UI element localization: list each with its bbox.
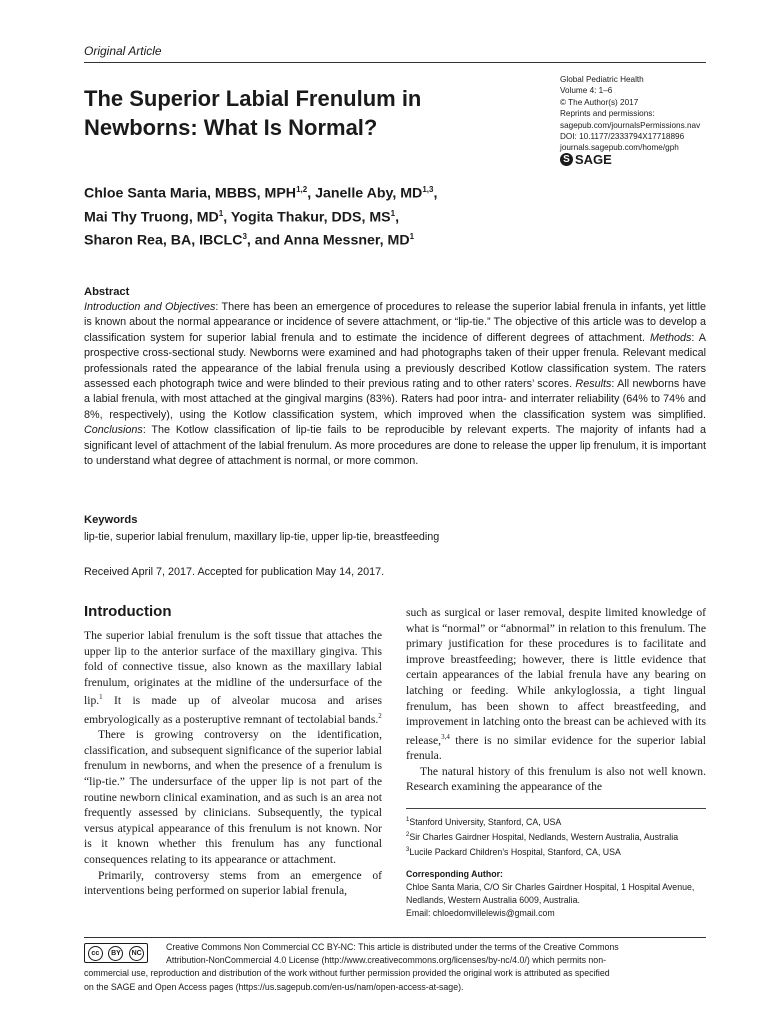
body-column-left [84, 628, 382, 899]
abstract-section-label: Introduction and Objectives [84, 301, 216, 313]
affiliation [406, 829, 706, 844]
author-list [84, 180, 514, 251]
abstract-section-label: Results [575, 378, 612, 391]
author-line-3 [84, 227, 514, 251]
paragraph-text: The superior labial frenulum is the soft tissue that attaches the upper lip to the anterior surface of the maxillary gingiva. This fold of connective tissue, also known as the maxillary labial frenulum, originates at the midline of the undersurface of the lip. [84, 629, 382, 708]
author-separator: , and [246, 233, 284, 250]
affiliation-number: 2 [406, 831, 410, 838]
corresponding-author-heading: Corresponding Author: [406, 868, 503, 879]
abstract-text: : A prospective cross-sectional study. Newborns were examined and had photographs taken of their upper frenula. Relevant medical professionals rated the appearance of the labial frenula using a previously described Kotlow classification system. The raters assessed each photograph twice and were blinded to their previous rating and to other raters’ scores. [84, 331, 706, 391]
copyright: © The Author(s) 2017 [560, 97, 639, 107]
spacer [406, 859, 706, 868]
journal-meta [560, 74, 740, 154]
author-name: Anna Messner, MD [283, 233, 410, 250]
introduction-heading: Introduction [84, 603, 172, 620]
author-name: Mai Thy Truong, MD [84, 209, 219, 226]
footnote-rule [406, 808, 706, 809]
author-name: Yogita Thakur, DDS, MS [230, 209, 391, 226]
abstract-section-label: Methods [649, 331, 692, 344]
paragraph [406, 605, 706, 764]
by-attribution-icon: BY [108, 946, 123, 961]
reprints-link[interactable]: sagepub.com/journalsPermissions.nav [560, 120, 701, 130]
author-line-2 [84, 204, 514, 228]
affiliation-text: Sir Charles Gairdner Hospital, Nedlands, Western Australia, Australia [409, 831, 679, 842]
author-affiliation: 1,2 [296, 185, 308, 194]
affiliation-number: 1 [406, 817, 410, 823]
abstract-text: : There has been an emergence of procedures to release the superior labial frenula in infants, yet little is known about the normal appearance or incidence of severe attachment, or “lip-tie.” The objective of this article was to develop a classification system for superior labial frenula and to estimate the incidence of different degrees of attachment. [84, 301, 706, 344]
affiliation-text: Stanford University, Stanford, CA, USA [409, 816, 562, 827]
reprints-label: Reprints and permissions: [560, 109, 655, 119]
affiliation [406, 814, 706, 829]
paragraph-text: such as surgical or laser removal, despite limited knowledge of what is “normal” or “abnormal” in relation to this frenulum. The primary justification for these procedures is to facilitate and improve breastfeeding; however, there is little evidence that certain appearances of the labial frenula have any bearing on latching or feeding. While ankyloglossia, a tight lingual frenulum, has been shown to affect breastfeeding, and improvement in latching onto the breast can be achieved with its release, [406, 606, 706, 747]
abstract-body [84, 300, 706, 469]
corresponding-author-email[interactable]: Email: chloedomvillelewis@gmail.com [406, 907, 555, 918]
abstract-section-label: Conclusions [84, 424, 143, 437]
section-label: Original Article [84, 44, 162, 58]
author-separator: , [395, 209, 400, 226]
citation-ref[interactable]: 1 [99, 693, 103, 702]
paragraph [84, 628, 382, 727]
citation-ref[interactable]: 3,4 [441, 732, 450, 741]
corresponding-author-address: Chloe Santa Maria, C/O Sir Charles Gairdner Hospital, 1 Hospital Avenue, Nedlands, Western Australia 6009, Australia. [406, 881, 695, 905]
license-line: Attribution-NonCommercial 4.0 License (http://www.creativecommons.org/licenses/by-nc/4.0/) which permits non- [166, 955, 607, 966]
author-separator: , [433, 185, 438, 202]
citation-ref[interactable]: 2 [378, 711, 382, 720]
cc-icon: cc [88, 946, 103, 961]
publisher-name: SAGE [575, 152, 612, 167]
sage-logo-icon: S [560, 153, 573, 166]
license-line: commercial use, reproduction and distribution of the work without further permission provided the original work is attributed as specified [84, 968, 610, 979]
paragraph-text: It is made up of alveolar mucosa and arises embryologically as a posteruptive remnant of tectolabial bands. [84, 694, 382, 726]
keywords-list: lip-tie, superior labial frenulum, maxillary lip-tie, upper lip-tie, breastfeeding [84, 531, 440, 543]
abstract-text: : All newborns have a labial frenula, with most attached at the gingival margins (83%). Raters had poor intra- and interrater reliability (64% to 74% and 8%, respectively), using the Kotlow classification system, which improved when the classification system was simplified. [84, 378, 706, 421]
license-text [84, 941, 724, 994]
affiliation-number: 3 [406, 846, 410, 853]
footnotes [406, 814, 706, 920]
abstract-text: : The Kotlow classification of lip-tie fails to be reproducible by relevant experts. The majority of infants had a significant level of attachment of the labial frenulum. As more procedures are done to release the upper lip frenulum, it is important to understand what degree of attachment is normal, or more common. [84, 424, 706, 468]
author-affiliation: 1 [390, 208, 396, 218]
license-line: on the SAGE and Open Access pages (https://us.sagepub.com/en-us/nam/open-access-at-sage). [84, 981, 464, 992]
article-title: The Superior Labial Frenulum in Newborns: What Is Normal? [84, 86, 422, 140]
author-name: Janelle Aby, MD [315, 185, 423, 202]
author-line-1 [84, 180, 514, 204]
received-dates: Received April 7, 2017. Accepted for publication May 14, 2017. [84, 566, 385, 578]
paragraph: There is growing controversy on the identification, classification, and subsequent significance of the superior labial frenulum in newborns, and when the presence of a frenulum is “lip-tie.” The undersurface of the upper lip is not part of the routine newborn clinical examination, and as such is an area not frequently assessed by clinicians. Subsequently, the typical versus atypical appearance of this frenulum is not known. Nor is it known whether this frenulum has any functional consequences relating to its appearance or attachment. [84, 728, 382, 867]
affiliation [406, 844, 706, 859]
affiliation-text: Lucile Packard Children’s Hospital, Stanford, CA, USA [409, 846, 621, 857]
author-affiliation: 1 [218, 208, 224, 218]
body-column-right [406, 605, 706, 795]
license-line: Creative Commons Non Commercial CC BY-NC: This article is distributed under the terms of the Creative Commons [166, 942, 619, 952]
publisher-logo [560, 152, 612, 167]
journal-link[interactable]: journals.sagepub.com/home/gph [560, 143, 679, 153]
footer-rule [84, 937, 706, 938]
author-separator: , [307, 185, 316, 202]
author-affiliation: 1,3 [422, 185, 434, 194]
author-name: Sharon Rea, BA, IBCLC [84, 233, 243, 250]
paragraph: Primarily, controversy stems from an emergence of interventions being performed on superior labial frenula, [84, 868, 382, 898]
header-rule [84, 62, 706, 63]
journal-volume: Volume 4: 1–6 [560, 86, 613, 96]
paragraph-text: there is no similar evidence for the superior labial frenula. [406, 733, 706, 763]
author-separator: , [223, 209, 231, 226]
nc-noncommercial-icon: NC [129, 946, 144, 961]
keywords-heading: Keywords [84, 514, 138, 526]
abstract-heading: Abstract [84, 286, 130, 298]
author-affiliation: 3 [242, 232, 247, 242]
paragraph: The natural history of this frenulum is also not well known. Research examining the appearance of the [406, 764, 706, 794]
author-name: Chloe Santa Maria, MBBS, MPH [84, 185, 297, 202]
author-affiliation: 1 [409, 232, 415, 242]
journal-name: Global Pediatric Health [560, 75, 644, 84]
doi[interactable]: DOI: 10.1177/2333794X17718896 [560, 132, 685, 142]
